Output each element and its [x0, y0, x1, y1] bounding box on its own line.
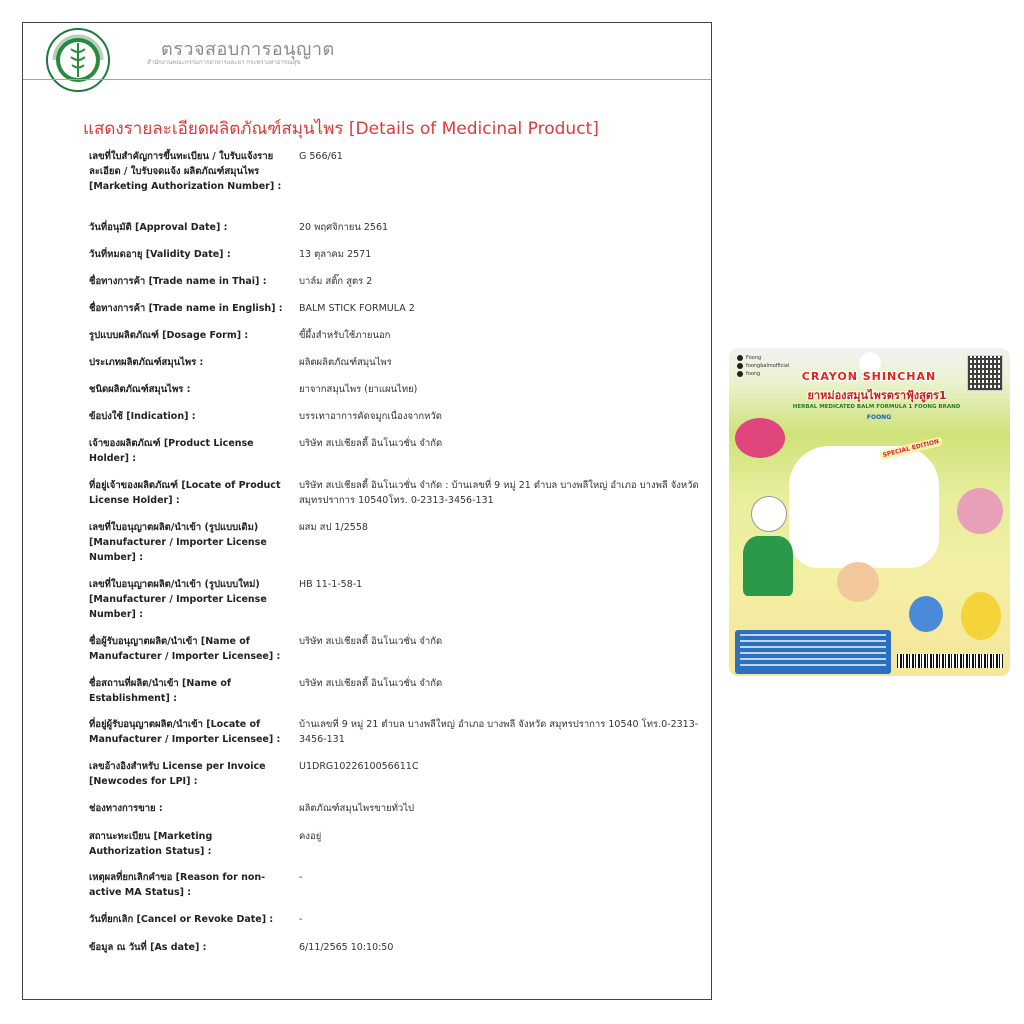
info-panel [735, 630, 891, 674]
detail-label: เจ้าของผลิตภัณฑ์ [Product License Holder] : [89, 438, 254, 464]
detail-label: เลขที่ใบสำคัญการขึ้นทะเบียน / ใบรับแจ้งรายละเอียด / ใบรับจดแจ้ง ผลิตภัณฑ์สมุนไพร [Marketing Authorization Number] : [89, 151, 282, 192]
detail-value: บ้านเลขที่ 9 หมู่ 21 ตำบล บางพลีใหญ่ อำเภอ บางพลี จังหวัด สมุทรปราการ 10540 โทร.0-2313-3456-131 [299, 719, 699, 745]
package-thai-name: ยาหม่องสมุนไพรตราฟุ้งสูตร1 [807, 389, 947, 402]
instagram-icon [737, 363, 743, 369]
character-illustration [735, 418, 785, 458]
special-edition-badge: SPECIAL EDITION [879, 436, 943, 460]
package-english-name: HERBAL MEDICATED BALM FORMULA 1 FOONG BRAND [792, 404, 961, 410]
social-facebook: Foong [746, 355, 762, 361]
detail-label: ที่อยู่ผู้รับอนุญาตผลิต/นำเข้า [Locate of Manufacturer / Importer Licensee] : [89, 719, 281, 745]
detail-label: ชื่อสถานที่ผลิต/นำเข้า [Name of Establishment] : [89, 678, 232, 704]
detail-value: 20 พฤศจิกายน 2561 [299, 222, 389, 233]
detail-value: HB 11-1-58-1 [299, 579, 363, 590]
character-illustration [837, 562, 879, 602]
detail-value: BALM STICK FORMULA 2 [299, 303, 415, 314]
detail-value: - [299, 872, 303, 883]
detail-value: ผลิตภัณฑ์สมุนไพรขายทั่วไป [299, 803, 415, 814]
character-illustration [961, 592, 1001, 640]
detail-label: เหตุผลที่ยกเลิกคำขอ [Reason for non-active MA Status] : [89, 872, 266, 898]
line-icon [737, 371, 743, 377]
detail-value: 6/11/2565 10:10:50 [299, 942, 394, 953]
detail-label: ชื่อทางการค้า [Trade name in English] : [89, 303, 283, 314]
detail-label: ที่อยู่เจ้าของผลิตภัณฑ์ [Locate of Product License Holder] : [89, 480, 281, 506]
detail-label: ประเภทผลิตภัณฑ์สมุนไพร : [89, 357, 204, 368]
document-title: แสดงรายละเอียดผลิตภัณฑ์สมุนไพร [Details of Medicinal Product] [83, 119, 599, 139]
character-illustration [909, 596, 943, 632]
detail-label: รูปแบบผลิตภัณฑ์ [Dosage Form] : [89, 330, 249, 341]
social-line: foong [746, 371, 761, 377]
header-subtitle: สำนักงานคณะกรรมการอาหารและยา กระทรวงสาธารณสุข [147, 59, 301, 66]
social-instagram: foongbalmofficial [746, 363, 790, 369]
detail-value: 13 ตุลาคม 2571 [299, 249, 372, 260]
character-illustration [957, 488, 1003, 534]
detail-label: ข้อบ่งใช้ [Indication] : [89, 411, 196, 422]
package-brand: CRAYON SHINCHAN [801, 370, 937, 383]
detail-value: G 566/61 [299, 151, 343, 162]
detail-value: บรรเทาอาการคัดจมูกเนื่องจากหวัด [299, 411, 442, 422]
detail-value: บริษัท สเปเชียลตี้ อินโนเวชั่น จำกัด [299, 678, 443, 689]
detail-label: เลขที่ใบอนุญาตผลิต/นำเข้า (รูปแบบใหม่) [Manufacturer / Importer License Number] : [89, 579, 267, 620]
detail-value: บริษัท สเปเชียลตี้ อินโนเวชั่น จำกัด : บ้านเลขที่ 9 หมู่ 21 ตำบล บางพลีใหญ่ อำเภอ บางพลี จังหวัด สมุทรปราการ 10540โทร. 0-2313-3456-131 [299, 480, 699, 506]
detail-value: บริษัท สเปเชียลตี้ อินโนเวชั่น จำกัด [299, 438, 443, 449]
package-foong-tag: FOONG [866, 414, 892, 421]
detail-table [23, 23, 711, 999]
detail-label: ชื่อผู้รับอนุญาตผลิต/นำเข้า [Name of Manufacturer / Importer Licensee] : [89, 636, 281, 662]
detail-value: บริษัท สเปเชียลตี้ อินโนเวชั่น จำกัด [299, 636, 443, 647]
facebook-icon [737, 355, 743, 361]
detail-label: วันที่อนุมัติ [Approval Date] : [89, 222, 228, 233]
detail-value: ขี้ผึ้งสำหรับใช้ภายนอก [299, 330, 391, 341]
detail-label: ช่องทางการขาย : [89, 803, 163, 814]
detail-label: เลขที่ใบอนุญาตผลิต/นำเข้า (รูปแบบเดิม) [Manufacturer / Importer License Number] : [89, 522, 267, 563]
blister-window [789, 446, 939, 568]
detail-label: สถานะทะเบียน [Marketing Authorization Status] : [89, 831, 213, 857]
detail-label: เลขอ้างอิงสำหรับ License per Invoice [Newcodes for LPI] : [89, 761, 266, 787]
header-title: ตรวจสอบการอนุญาต [161, 39, 335, 60]
detail-value: ผลิตผลิตภัณฑ์สมุนไพร [299, 357, 392, 368]
detail-value: ผสม สป 1/2558 [299, 522, 368, 533]
product-detail-document [22, 22, 712, 1000]
detail-label: วันที่ยกเลิก [Cancel or Revoke Date] : [89, 914, 274, 925]
product-package-image [729, 348, 1010, 676]
detail-label: ชนิดผลิตภัณฑ์สมุนไพร : [89, 384, 191, 395]
detail-label: ชื่อทางการค้า [Trade name in Thai] : [89, 276, 267, 287]
detail-value: - [299, 914, 303, 925]
detail-value: ยาจากสมุนไพร (ยาแผนไทย) [299, 384, 418, 395]
detail-label: ข้อมูล ณ วันที่ [As date] : [89, 942, 207, 953]
detail-value: คงอยู่ [299, 831, 322, 842]
detail-value: บาล์ม สติ๊ก สูตร 2 [299, 276, 373, 287]
character-illustration [743, 536, 793, 596]
detail-value: U1DRG1022610056611C [299, 761, 419, 772]
barcode [897, 654, 1003, 668]
detail-label: วันที่หมดอายุ [Validity Date] : [89, 249, 231, 260]
character-illustration [751, 496, 787, 532]
